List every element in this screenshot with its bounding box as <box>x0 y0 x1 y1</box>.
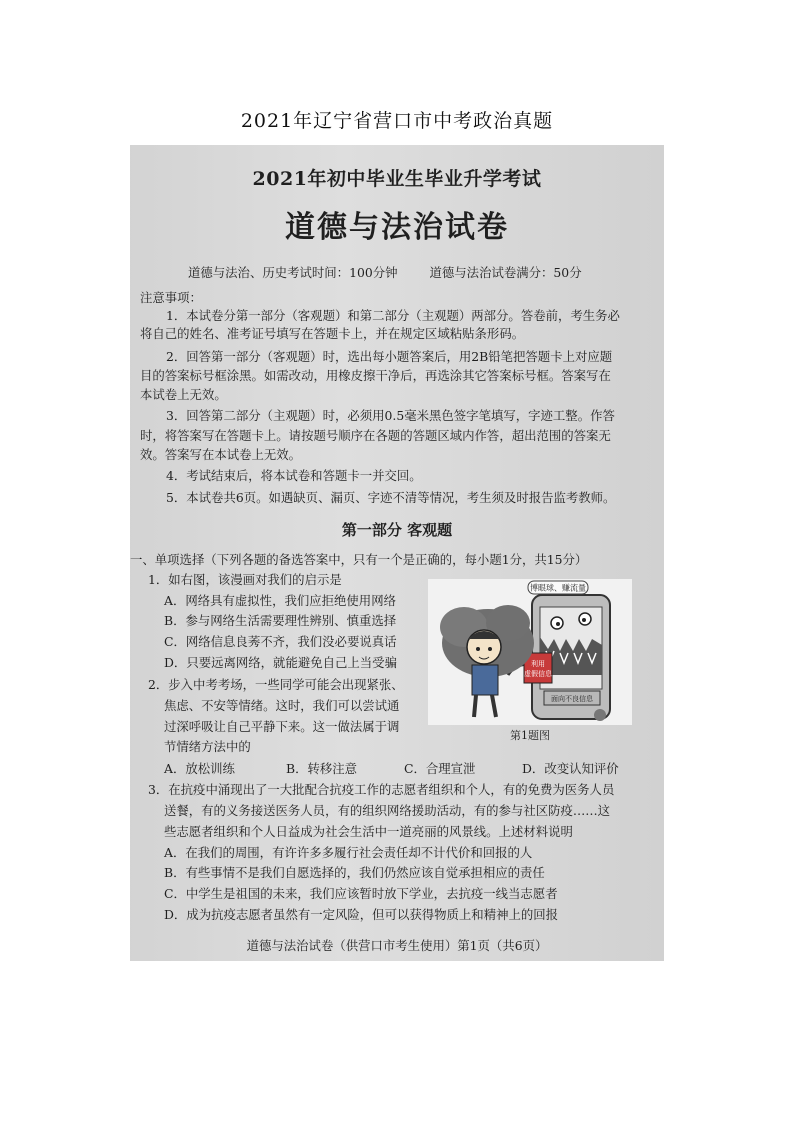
q3-line: 送餐，有的义务接送医务人员，有的组织网络援助活动，有的参与社区防疫……这 <box>164 803 611 818</box>
note-line: 将自己的姓名、准考证号填写在答题卡上，并在规定区域粘贴条形码。 <box>140 326 525 341</box>
q1-option-d: D．只要远离网络，就能避免自己上当受骗 <box>164 655 397 670</box>
note-line: 5．本试卷共6页。如遇缺页、漏页、字迹不清等情况，考生须及时报告监考教师。 <box>166 490 616 505</box>
q2-option-d: D．改变认知评价 <box>522 761 619 776</box>
child-legs <box>474 695 496 717</box>
q3-line: 些志愿者组织和个人日益成为社会生活中一道亮丽的风景线。上述材料说明 <box>164 824 573 839</box>
q2-line: 过深呼吸让自己平静下来。这一做法属于调 <box>164 719 400 734</box>
part1-title: 第一部分 客观题 <box>341 521 453 539</box>
score-info: 道德与法治试卷满分：50分 <box>429 265 582 280</box>
q2-line: 节情绪方法中的 <box>164 739 251 754</box>
exam-meta <box>188 265 582 281</box>
q3-line: 3．在抗疫中涌现出了一大批配合抗疫工作的志愿者组织和个人，有的免费为医务人员 <box>148 782 615 797</box>
bubble-text: 博眼球、赚流量 <box>530 583 586 593</box>
section-instruction: 一、单项选择（下列各题的备选答案中，只有一个是正确的，每小题1分，共15分） <box>130 552 588 567</box>
phone-label: 面向不良信息 <box>551 695 593 703</box>
comic-illustration <box>428 579 632 725</box>
document-title: 2021年辽宁省营口市中考政治真题 <box>240 110 554 132</box>
comic-drawing <box>428 579 632 725</box>
child-body <box>472 665 498 695</box>
monster-foot <box>594 709 606 721</box>
q2-option-a: A．放松训练 <box>164 761 235 776</box>
note-line: 目的答案标号框涂黑。如需改动，用橡皮擦干净后，再选涂其它答案标号框。答案写在 <box>140 368 611 383</box>
note-line: 本试卷上无效。 <box>140 387 227 402</box>
note-line: 4．考试结束后，将本试卷和答题卡一并交回。 <box>166 468 422 483</box>
q1-stem: 1．如右图，该漫画对我们的启示是 <box>148 572 342 587</box>
page-footer: 道德与法治试卷（供营口市考生使用）第1页（共6页） <box>246 938 548 953</box>
q1-option-a: A．网络具有虚拟性，我们应拒绝使用网络 <box>164 593 396 608</box>
exam-header: 2021年初中毕业生毕业升学考试 <box>252 168 542 190</box>
q3-option-a: A．在我们的周围，有许许多多履行社会责任却不计代价和回报的人 <box>164 845 533 860</box>
note-line: 效。答案写在本试卷上无效。 <box>140 447 302 462</box>
time-info: 道德与法治、历史考试时间：100分钟 <box>188 265 398 280</box>
q2-line: 焦虑、不安等情绪。这时，我们可以尝试通 <box>164 698 400 713</box>
svg-text:虚假信息: 虚假信息 <box>524 670 552 678</box>
q2-line: 2．步入中考考场，一些同学可能会出现紧张、 <box>148 677 404 692</box>
note-line: 3．回答第二部分（主观题）时，必须用0.5毫米黑色签字笔填写，字迹工整。作答 <box>166 408 615 423</box>
note-line: 1．本试卷分第一部分（客观题）和第二部分（主观题）两部分。答卷前，考生务必 <box>166 308 620 323</box>
exam-subject-title: 道德与法治试卷 <box>285 210 509 245</box>
q2-option-b: B．转移注意 <box>286 761 358 776</box>
notes-title: 注意事项： <box>140 290 202 305</box>
note-line: 时，将答案写在答题卡上。请按题号顺序在各题的答题区域内作答，超出范围的答案无 <box>140 428 611 443</box>
q3-option-b: B．有些事情不是我们自愿选择的，我们仍然应该自觉承担相应的责任 <box>164 865 545 880</box>
comic-caption: 第1题图 <box>510 729 550 742</box>
q1-option-b: B．参与网络生活需要理性辨别、慎重选择 <box>164 613 397 628</box>
q3-option-c: C．中学生是祖国的未来，我们应该暂时放下学业，去抗疫一线当志愿者 <box>164 886 558 901</box>
scanned-exam-page <box>130 145 664 961</box>
q1-option-c: C．网络信息良莠不齐，我们没必要说真话 <box>164 634 397 649</box>
note-line: 2．回答第一部分（客观题）时，选出每小题答案后，用2B铅笔把答题卡上对应题 <box>166 349 613 364</box>
comic-screen-text: 利用 <box>531 660 545 668</box>
q3-option-d: D．成为抗疫志愿者虽然有一定风险，但可以获得物质上和精神上的回报 <box>164 907 559 922</box>
q2-option-c: C．合理宣泄 <box>404 761 476 776</box>
